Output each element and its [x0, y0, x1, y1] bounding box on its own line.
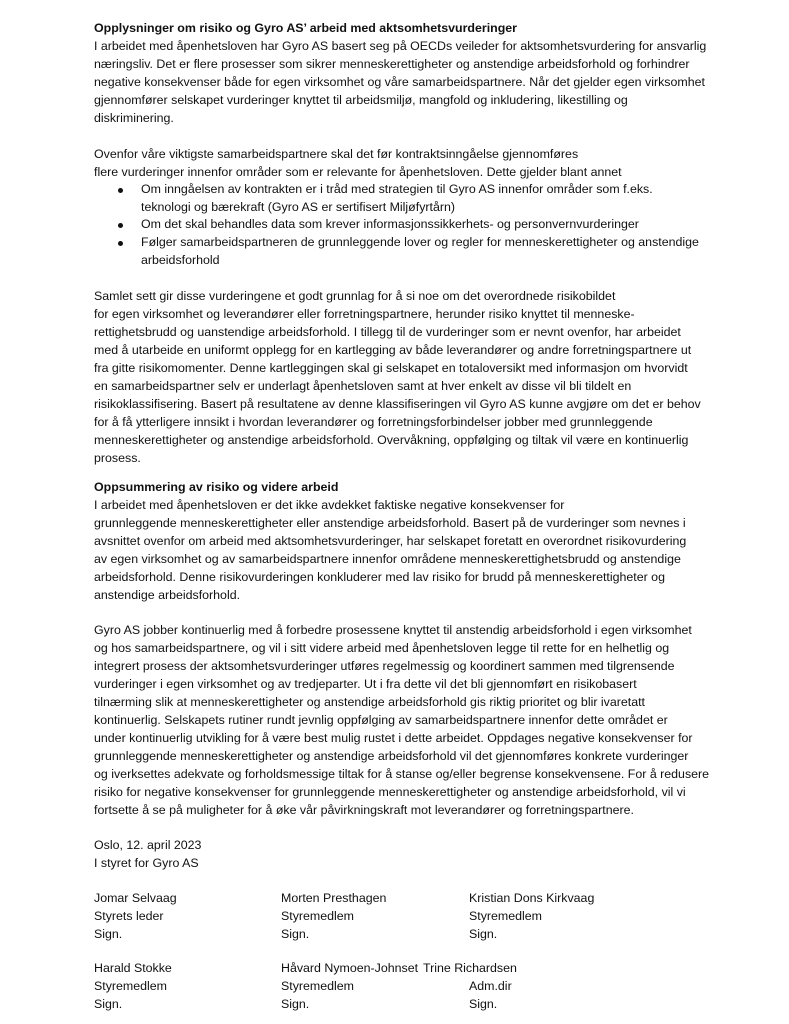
signatory-sign: Sign. [94, 997, 123, 1011]
paragraph-line: vurderinger i egen virksomhet og av tredjeparter. Ut i fra dette vil det bli gjennomført en risikobasert [94, 677, 637, 691]
paragraph-line: I arbeidet med åpenhetsloven har Gyro AS basert seg på OECDs veileder for aktsomhetsvurdering for ansvarlig [94, 39, 707, 53]
signatory-name: Kristian Dons Kirkvaag [469, 891, 595, 905]
signatory-title: Styremedlem [281, 909, 354, 923]
signatory-name: Harald Stokke [94, 961, 172, 975]
bullet-item: Følger samarbeidspartneren de grunnleggende lover og regler for menneskerettigheter og anstendige [141, 235, 699, 249]
paragraph-line: rettighetsbrudd og uanstendige arbeidsforhold. I tillegg til de vurderinger som er nevnt ovenfor, har arbeidet [94, 325, 681, 339]
paragraph-line: en samarbeidspartner selv er underlagt åpenhetsloven samt at hver enkelt av disse vil bli tildelt en [94, 379, 632, 393]
paragraph-line: integrert prosess der aktsomhetsvurderinger utføres regelmessig og koordinert sammen med tilgrensende [94, 659, 675, 673]
paragraph-line: fra gitte risikomomenter. Denne kartleggingen skal gi selskapet en totaloversikt med informasjon om hvorvidt [94, 361, 688, 375]
paragraph-line: prosess. [94, 451, 141, 465]
bullet-item-continuation: arbeidsforhold [141, 253, 220, 267]
paragraph-line: I arbeidet med åpenhetsloven er det ikke avdekket faktiske negative konsekvenser for [94, 498, 565, 512]
paragraph-line: grunnleggende menneskerettigheter eller anstendige arbeidsforhold. Basert på de vurderinger som nevnes i [94, 516, 686, 530]
section-heading-summary: Oppsummering av risiko og videre arbeid [94, 480, 339, 494]
section-heading-risk: Opplysninger om risiko og Gyro AS’ arbeid med aktsomhetsvurderinger [94, 21, 517, 35]
paragraph-line: flere vurderinger innenfor områder som er relevante for åpenhetsloven. Dette gjelder blant annet [94, 165, 622, 179]
signatory-title: Styremedlem [94, 979, 167, 993]
signatory-title: Styremedlem [469, 909, 542, 923]
bullet-item: Om det skal behandles data som krever informasjonssikkerhets- og personvernvurderinger [141, 217, 639, 231]
signatory-sign: Sign. [469, 927, 498, 941]
paragraph-line: under kontinuerlig utvikling for å være best mulig rustet i dette arbeidet. Oppdages negative konsekvenser for [94, 731, 693, 745]
signatory-name: Jomar Selvaag [94, 891, 177, 905]
bullet-item-continuation: teknologi og bærekraft (Gyro AS er sertifisert Miljøfyrtårn) [141, 200, 455, 214]
paragraph-line: med å utarbeide en uniformt opplegg for en kartlegging av både leverandører og andre forretningspartnere ut [94, 343, 692, 357]
bullet-item: Om inngåelsen av kontrakten er i tråd med strategien til Gyro AS innenfor områder som f.eks. [141, 182, 653, 196]
paragraph-line: og hos samarbeidspartnere, og vil i sitt videre arbeid med åpenhetsloven legge til rette for en helhetlig og [94, 641, 670, 655]
signatory-sign: Sign. [281, 997, 310, 1011]
paragraph-line: risiko for negative konsekvenser for grunnleggende menneskerettigheter og anstendige arbeidsforhold, vil vi [94, 785, 686, 799]
paragraph-line: og iverksettes adekvate og forholdsmessige tiltak for å stanse og/eller begrense konsekvensene. For å redusere [94, 767, 710, 781]
paragraph-line: Gyro AS jobber kontinuerlig med å forbedre prosessene knyttet til anstendig arbeidsforhold i egen virksomhet [94, 623, 692, 637]
signatory-title: Adm.dir [469, 979, 512, 993]
signatory-title: Styrets leder [94, 909, 164, 923]
bullet-marker [118, 223, 123, 228]
signatory-sign: Sign. [281, 927, 310, 941]
bullet-marker [118, 188, 123, 193]
bullet-marker [118, 241, 123, 246]
signatory-name: Håvard Nymoen-Johnset [281, 961, 419, 975]
paragraph-line: næringsliv. Det er flere prosesser som sikrer menneskerettigheter og anstendige arbeidsforhold og forhindrer [94, 57, 690, 71]
paragraph-line: av egen virksomhet og av samarbeidspartnere innenfor områdene menneskerettighetsbrudd og anstendige [94, 552, 681, 566]
paragraph-line: arbeidsforhold. Denne risikovurderingen konkluderer med lav risiko for brudd på menneskerettigheter og [94, 570, 665, 584]
paragraph-line: avsnittet ovenfor om arbeid med aktsomhetsvurderinger, har selskapet foretatt en overordnet risikovurdering [94, 534, 687, 548]
paragraph-line: kontinuerlig. Selskapets rutiner rundt jevnlig oppfølging av samarbeidspartnere innenfor dette området er [94, 713, 668, 727]
paragraph-line: menneskerettigheter og anstendige arbeidsforhold. Overvåkning, oppfølging og tiltak vil være en kontinuerlig [94, 433, 689, 447]
board-line: I styret for Gyro AS [94, 856, 199, 870]
signatory-name: Trine Richardsen [423, 961, 517, 975]
paragraph-line: tilnærming slik at menneskerettigheter og anstendige arbeidsforhold gis riktig prioritet og blir ivaretatt [94, 695, 645, 709]
paragraph-line: negative konsekvenser både for egen virksomhet og våre samarbeidspartnere. Når det gjelder egen virksomhet [94, 75, 705, 89]
paragraph-line: Ovenfor våre viktigste samarbeidspartnere skal det før kontraktsinngåelse gjennomføres [94, 147, 579, 161]
place-date: Oslo, 12. april 2023 [94, 838, 202, 852]
paragraph-line: grunnleggende menneskerettigheter og anstendige arbeidsforhold vil det gjennomføres konkrete vurderinger [94, 749, 689, 763]
paragraph-line: gjennomfører selskapet vurderinger knyttet til arbeidsmiljø, mangfold og inkludering, likestilling og [94, 93, 628, 107]
paragraph-line: for egen virksomhet og leverandører eller forretningspartnere, herunder risiko knyttet til menneske- [94, 307, 635, 321]
paragraph-line: risikoklassifisering. Basert på resultatene av denne klassifiseringen vil Gyro AS kunne avgjøre om det er behov [94, 397, 701, 411]
signatory-sign: Sign. [94, 927, 123, 941]
paragraph-line: diskriminering. [94, 111, 174, 125]
signatory-name: Morten Presthagen [281, 891, 387, 905]
signatory-title: Styremedlem [281, 979, 354, 993]
paragraph-line: fortsette å se på muligheter for å øke vår påvirkningskraft mot leverandører og forretningspartnere. [94, 803, 634, 817]
paragraph-line: for å få ytterligere innsikt i hvordan leverandører og forretningsforbindelser jobber med grunnleggende [94, 415, 653, 429]
signatory-sign: Sign. [469, 997, 498, 1011]
paragraph-line: Samlet sett gir disse vurderingene et godt grunnlag for å si noe om det overordnede risikobildet [94, 289, 616, 303]
paragraph-line: anstendige arbeidsforhold. [94, 588, 241, 602]
